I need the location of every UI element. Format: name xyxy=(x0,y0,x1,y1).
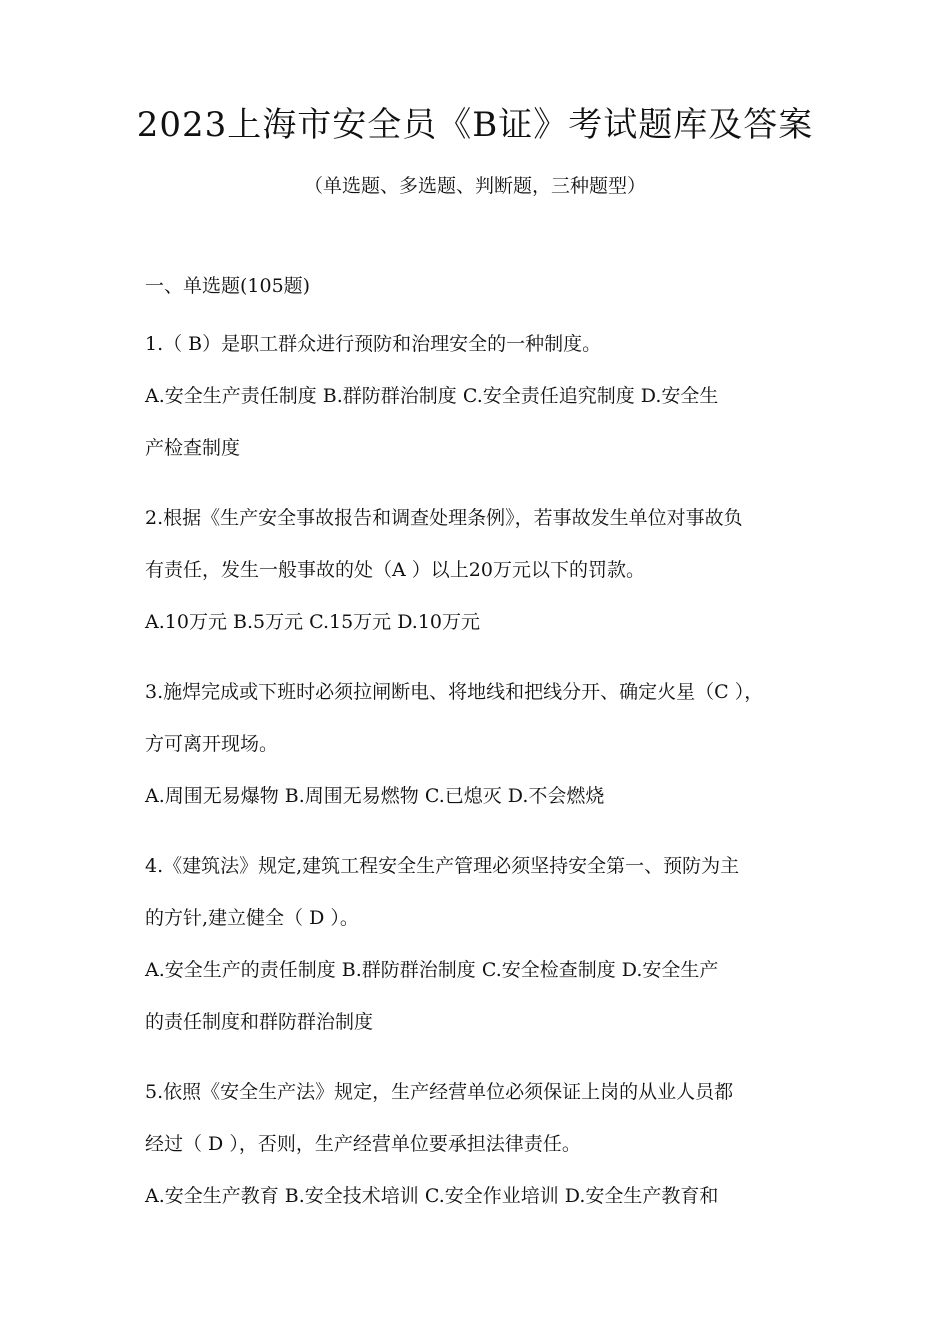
question-options-line: A.周围无易爆物 B.周围无易燃物 C.已熄灭 D.不会燃烧 xyxy=(145,785,605,807)
question-stem-line: 4.《建筑法》规定,建筑工程安全生产管理必须坚持安全第一、预防为主 xyxy=(145,855,740,877)
question-stem-line: 方可离开现场。 xyxy=(145,733,279,755)
question-stem-line: 3.施焊完成或下班时必须拉闸断电、将地线和把线分开、确定火星（C ）， xyxy=(145,681,764,703)
question-3 xyxy=(145,666,813,822)
question-options-line: A.安全生产责任制度 B.群防群治制度 C.安全责任追究制度 D.安全生 xyxy=(145,385,719,407)
question-stem-line: 经过（ D ），否则，生产经营单位要承担法律责任。 xyxy=(145,1133,581,1155)
question-4 xyxy=(145,840,813,1048)
question-options-line: A.10万元 B.5万元 C.15万元 D.10万元 xyxy=(145,611,480,633)
question-stem-line: 有责任，发生一般事故的处（A ）以上20万元以下的罚款。 xyxy=(145,559,645,581)
question-stem-line: 1.（ B）是职工群众进行预防和治理安全的一种制度。 xyxy=(145,333,602,355)
question-stem-line: 5.依照《安全生产法》规定，生产经营单位必须保证上岗的从业人员都 xyxy=(145,1081,734,1103)
question-options-line: A.安全生产的责任制度 B.群防群治制度 C.安全检查制度 D.安全生产 xyxy=(145,959,719,981)
question-5 xyxy=(145,1066,813,1222)
document-title: 2023上海市安全员《B证》考试题库及答案 xyxy=(136,105,814,145)
question-options-line: 产检查制度 xyxy=(145,437,241,459)
section-heading: 一、单选题(105题) xyxy=(145,275,311,297)
document-body xyxy=(145,266,813,1240)
document-subtitle: （单选题、多选题、判断题，三种题型） xyxy=(303,175,646,197)
question-options-line: 的责任制度和群防群治制度 xyxy=(145,1011,374,1033)
question-stem-line: 2.根据《生产安全事故报告和调查处理条例》，若事故发生单位对事故负 xyxy=(145,507,743,529)
question-2 xyxy=(145,492,813,648)
question-stem-line: 的方针,建立健全（ D ）。 xyxy=(145,907,359,929)
question-options-line: A.安全生产教育 B.安全技术培训 C.安全作业培训 D.安全生产教育和 xyxy=(145,1185,719,1207)
question-1 xyxy=(145,318,813,474)
